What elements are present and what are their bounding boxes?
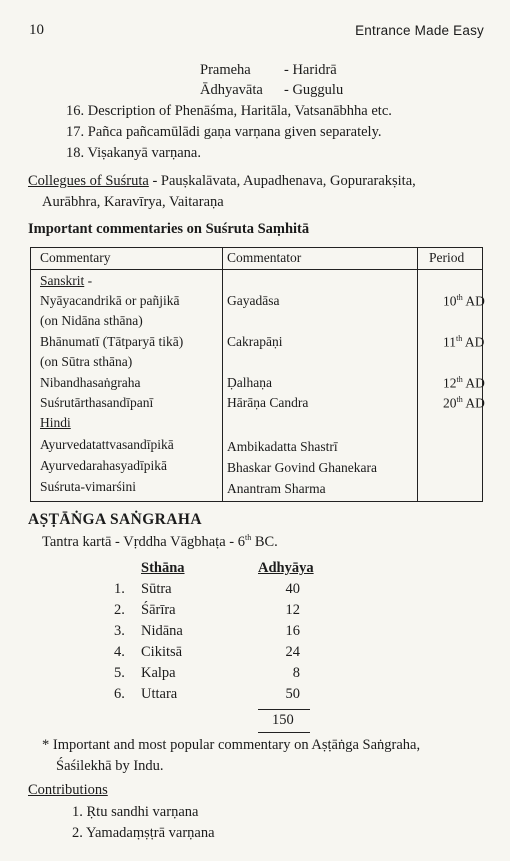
table-cell-commentary: Bhānumatī (Tātparyā tikā) xyxy=(40,334,184,349)
table-cell-commentator: Gayadāsa xyxy=(227,293,280,308)
row-number: 6. xyxy=(114,686,125,702)
adhyaya-count: 16 xyxy=(285,623,300,639)
table-header-commentator: Commentator xyxy=(227,250,302,265)
adhyaya-count: 12 xyxy=(285,602,300,618)
commentaries-table xyxy=(30,247,483,502)
table-header-commentary: Commentary xyxy=(40,250,111,265)
sthana-name: Kalpa xyxy=(141,665,176,681)
row-number: 4. xyxy=(114,644,125,660)
sthana-name: Uttara xyxy=(141,686,178,702)
adhyaya-count: 24 xyxy=(285,644,300,660)
row-number: 5. xyxy=(114,665,125,681)
sthana-name: Cikitsā xyxy=(141,644,183,660)
sthana-name: Nidāna xyxy=(141,623,183,639)
table-cell-period: 20th AD xyxy=(443,395,485,411)
list-item: 17. Pañca pañcamūlādi gaṇa varṇana given separately. xyxy=(66,124,382,140)
list-item: 18. Viṣakanyā varṇana. xyxy=(66,145,201,161)
contributions-label: Contributions xyxy=(28,782,108,798)
sthana-name: Śārīra xyxy=(141,602,176,618)
table-cell-period: 11th AD xyxy=(443,334,485,350)
adhyaya-header: Adhyāya xyxy=(258,560,314,576)
contribution-item: 1. Ṛtu sandhi varṇana xyxy=(72,804,199,820)
list-item: 16. Description of Phenāśma, Haritāla, Vatsanābhha etc. xyxy=(66,103,392,119)
table-cell-period: 10th AD xyxy=(443,293,485,309)
table-cell-commentator: Hārāṇa Candra xyxy=(227,395,309,410)
adhyaya-count: 40 xyxy=(285,581,300,597)
total-underline xyxy=(258,732,310,733)
colleges-list-2: Aurābhra, Karavīrya, Vaitaraṇa xyxy=(42,194,224,210)
total-rule xyxy=(258,709,310,710)
hindi-label: Hindi xyxy=(40,415,71,430)
pair-right-2: - Guggulu xyxy=(284,82,344,98)
commentaries-heading: Important commentaries on Suśruta Saṃhitā xyxy=(28,221,310,237)
sanskrit-label: Sanskrit xyxy=(40,273,85,288)
running-title: Entrance Made Easy xyxy=(355,23,484,38)
sthana-name: Sūtra xyxy=(141,581,172,597)
section-title: AṢṬĀṄGA SAṄGRAHA xyxy=(28,511,202,528)
row-number: 3. xyxy=(114,623,125,639)
pair-left-1: Prameha xyxy=(200,62,251,78)
table-cell-commentary: Ayurvedatattvasandīpikā xyxy=(40,437,174,452)
colleges-list-1: - Pauṣkalāvata, Aupadhenava, Gopurarakṣita, xyxy=(148,173,416,189)
table-cell-commentator: Bhaskar Govind Ghanekara xyxy=(227,460,377,475)
total-value: 150 xyxy=(272,712,294,728)
table-cell-period: 12th AD xyxy=(443,375,485,391)
row-number: 1. xyxy=(114,581,125,597)
table-cell-commentary: Ayurvedarahasyadīpikā xyxy=(40,458,167,473)
tantra-karta: Tantra kartā - Vṛddha Vāgbhaṭa - 6th BC. xyxy=(42,533,278,550)
table-cell-commentator: Ambikadatta Shastrī xyxy=(227,439,338,454)
table-cell-commentary: Suśruta-vimarśini xyxy=(40,479,136,494)
row-number: 2. xyxy=(114,602,125,618)
table-header-period: Period xyxy=(429,250,465,265)
table-cell-commentary: Nibandhasaṅgraha xyxy=(40,375,141,390)
adhyaya-count: 8 xyxy=(292,665,300,681)
table-cell-commentary: Suśrutārthasandīpanī xyxy=(40,395,154,410)
colleges-line xyxy=(28,173,416,190)
adhyaya-count: 50 xyxy=(285,686,300,702)
sanskrit-label-line: Sanskrit - xyxy=(40,273,93,288)
table-cell-commentary: Nyāyacandrikā or pañjikā xyxy=(40,293,180,308)
table-cell-commentator: Cakrapāṇi xyxy=(227,334,283,349)
table-cell-commentary-note: (on Nidāna sthāna) xyxy=(40,313,143,328)
table-cell-commentary-note: (on Sūtra sthāna) xyxy=(40,354,133,369)
sthana-header: Sthāna xyxy=(141,560,185,576)
pair-right-1: - Haridrā xyxy=(284,62,337,78)
contribution-item: 2. Yamadaṃṣṭrā varṇana xyxy=(72,825,215,841)
table-cell-commentator: Anantram Sharma xyxy=(227,481,326,496)
colleges-label: Collegues of Suśruta xyxy=(28,173,149,189)
note-line-2: Śaśilekhā by Indu. xyxy=(56,758,164,774)
pair-left-2: Ādhyavāta xyxy=(200,82,263,98)
page-number: 10 xyxy=(29,22,44,38)
note-line-1: * Important and most popular commentary on Aṣṭāṅga Saṅgraha, xyxy=(42,737,421,753)
table-cell-commentator: Ḍalhaṇa xyxy=(227,375,272,390)
